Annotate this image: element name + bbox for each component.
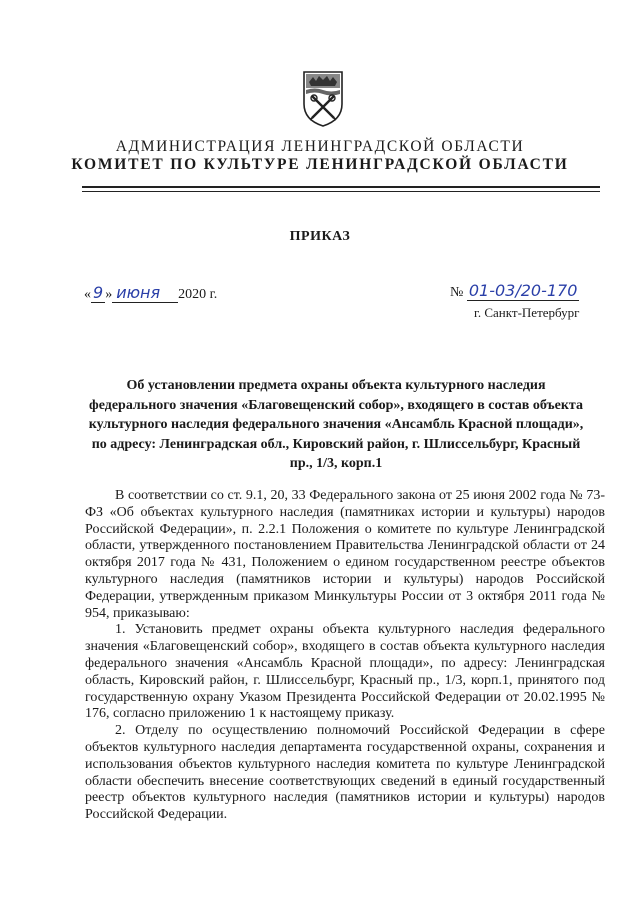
subject-line: пр., 1/3, корп.1 [289, 456, 383, 471]
date-open-quote: « [84, 287, 91, 302]
subject-line: культурного наследия федерального значения «Ансамбль Красной площади», [88, 417, 584, 432]
order-body [85, 488, 605, 824]
date-year: 2020 г. [178, 287, 218, 302]
coat-of-arms-icon [302, 70, 344, 128]
header-divider-thin [82, 191, 600, 192]
header-divider-thick [82, 186, 600, 188]
subject-line: Об установлении предмета охраны объекта культурного наследия [126, 378, 546, 393]
city-line: г. Санкт-Петербург [474, 305, 580, 320]
subject-line: федерального значения «Благовещенский собор», входящего в состав объекта [89, 397, 583, 413]
date-day-handwritten: 9 [93, 283, 104, 302]
preamble-paragraph: В соответствии со ст. 9.1, 20, 33 Федерального закона от 25 июня 2002 года № 73-ФЗ «Об объектах культурного наследия (памятниках истории и культуры) народов Российской Федерации», п. 2.2.1 Положения о комитете по культуре Ленинградской области, утвержденного постановлением Правительства Ленинградской области от 24 октября 2017 года № 431, Положением о едином государственном реестре объектов культурного наследия (памятников истории и культуры) народов Российской Федерации, утвержденным приказом Минкультуры России от 3 октября 2011 года № 954, приказываю: [85, 488, 605, 621]
order-date [84, 283, 217, 303]
order-subject [78, 376, 594, 474]
date-month-handwritten: июня [112, 283, 178, 303]
clause-1-paragraph: 1. Установить предмет охраны объекта культурного наследия федерального значения «Благовещенский собор», входящего в состав объекта культурного наследия федерального значения «Ансамбль Красной площади», по адресу: Ленинградская область, Кировский район, г. Шлиссельбург, Красный пр., 1/3, корп.1, принятого под государственную охрану Указом Президента Российской Федерации от 20.02.1995 № 176, согласно приложению 1 к настоящему приказу. [85, 622, 605, 722]
date-close-quote: » [105, 287, 113, 302]
clause-2-paragraph: 2. Отделу по осуществлению полномочий Российской Федерации в сфере объектов культурного наследия департамента государственной охраны, сохранения и использования объектов культурного наследия комитета по культуре Ленинградской области обеспечить внесение соответствующих сведений в единый государственный реестр объектов культурного наследия (памятников истории и культуры) народов Российской Федерации. [85, 723, 605, 823]
org-name-committee: КОМИТЕТ ПО КУЛЬТУРЕ ЛЕНИНГРАДСКОЙ ОБЛАСТИ [71, 156, 569, 173]
number-prefix: № [450, 285, 464, 300]
number-handwritten: 01-03/20-170 [468, 281, 578, 300]
subject-line: по адресу: Ленинградская обл., Кировский район, г. Шлиссельбург, Красный [91, 436, 581, 452]
order-number [450, 281, 579, 301]
document-type-title: ПРИКАЗ [289, 229, 351, 244]
org-name-administration: АДМИНИСТРАЦИЯ ЛЕНИНГРАДСКОЙ ОБЛАСТИ [115, 138, 525, 155]
